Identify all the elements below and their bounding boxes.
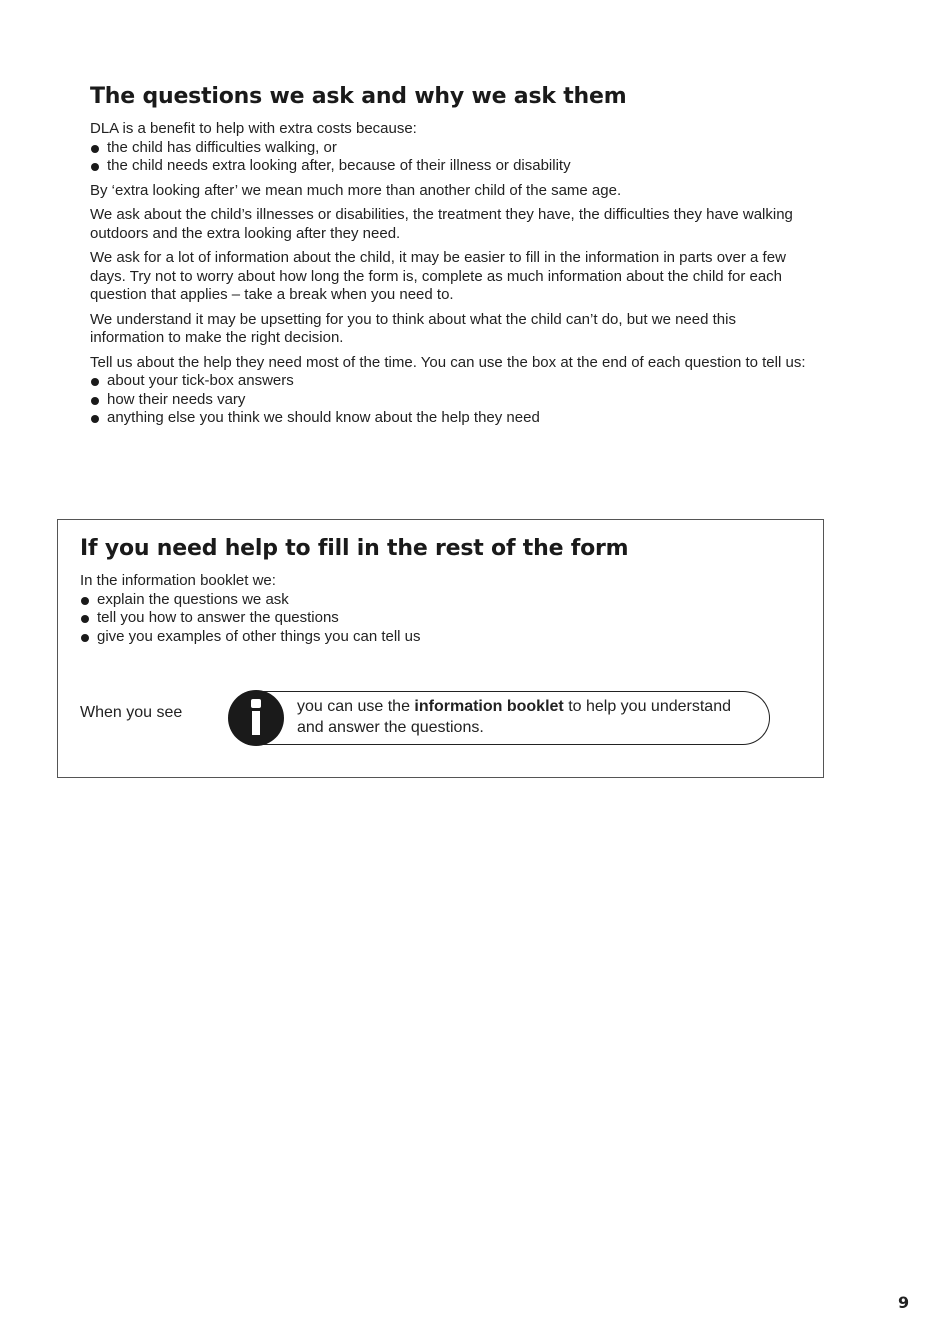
help-box [57, 519, 824, 778]
info-icon [228, 690, 284, 746]
page-number: 9 [898, 1293, 910, 1312]
list-item: how their needs vary [90, 391, 810, 410]
info-text-start: you can use the [297, 698, 415, 715]
list-item: explain the questions we ask [80, 591, 800, 610]
section-heading: The questions we ask and why we ask them [90, 84, 627, 109]
info-row [80, 691, 780, 747]
help-box-list [80, 591, 800, 647]
when-you-see-label: When you see [80, 704, 183, 721]
list-item: the child has difficulties walking, or [90, 139, 810, 158]
intro-text: DLA is a benefit to help with extra costs because: [90, 120, 417, 137]
paragraph: By ‘extra looking after’ we mean much more than another child of the same age. [90, 181, 622, 199]
list-item: the child needs extra looking after, because of their illness or disability [90, 157, 810, 176]
paragraph: We ask about the child’s illnesses or disabilities, the treatment they have, the difficulties they have walking outdoors and the extra looking after they need. [90, 206, 793, 242]
paragraph: Tell us about the help they need most of the time. You can use the box at the end of each question to tell us: [90, 353, 806, 371]
list-item: give you examples of other things you can tell us [80, 628, 800, 647]
info-text [297, 696, 757, 738]
help-box-heading: If you need help to fill in the rest of the form [80, 536, 629, 561]
info-booklet-emphasis: information booklet [414, 698, 564, 715]
list-item: anything else you think we should know about the help they need [90, 409, 810, 428]
list-item: tell you how to answer the questions [80, 609, 800, 628]
paragraph: We ask for a lot of information about the child, it may be easier to fill in the information in parts over a few days. Try not to worry about how long the form is, complete as much information about the child for each question that applies – take a break when you need to. [90, 249, 786, 303]
section-questions [90, 84, 810, 434]
list-item: about your tick-box answers [90, 372, 810, 391]
info-text-end: to help you understand and answer the questions. [297, 698, 731, 736]
help-box-content [80, 536, 800, 652]
tell-us-list [90, 372, 810, 428]
reasons-list [90, 139, 810, 176]
help-box-intro: In the information booklet we: [80, 572, 276, 589]
paragraph: We understand it may be upsetting for you to think about what the child can’t do, but we need this information to make the right decision. [90, 310, 736, 346]
